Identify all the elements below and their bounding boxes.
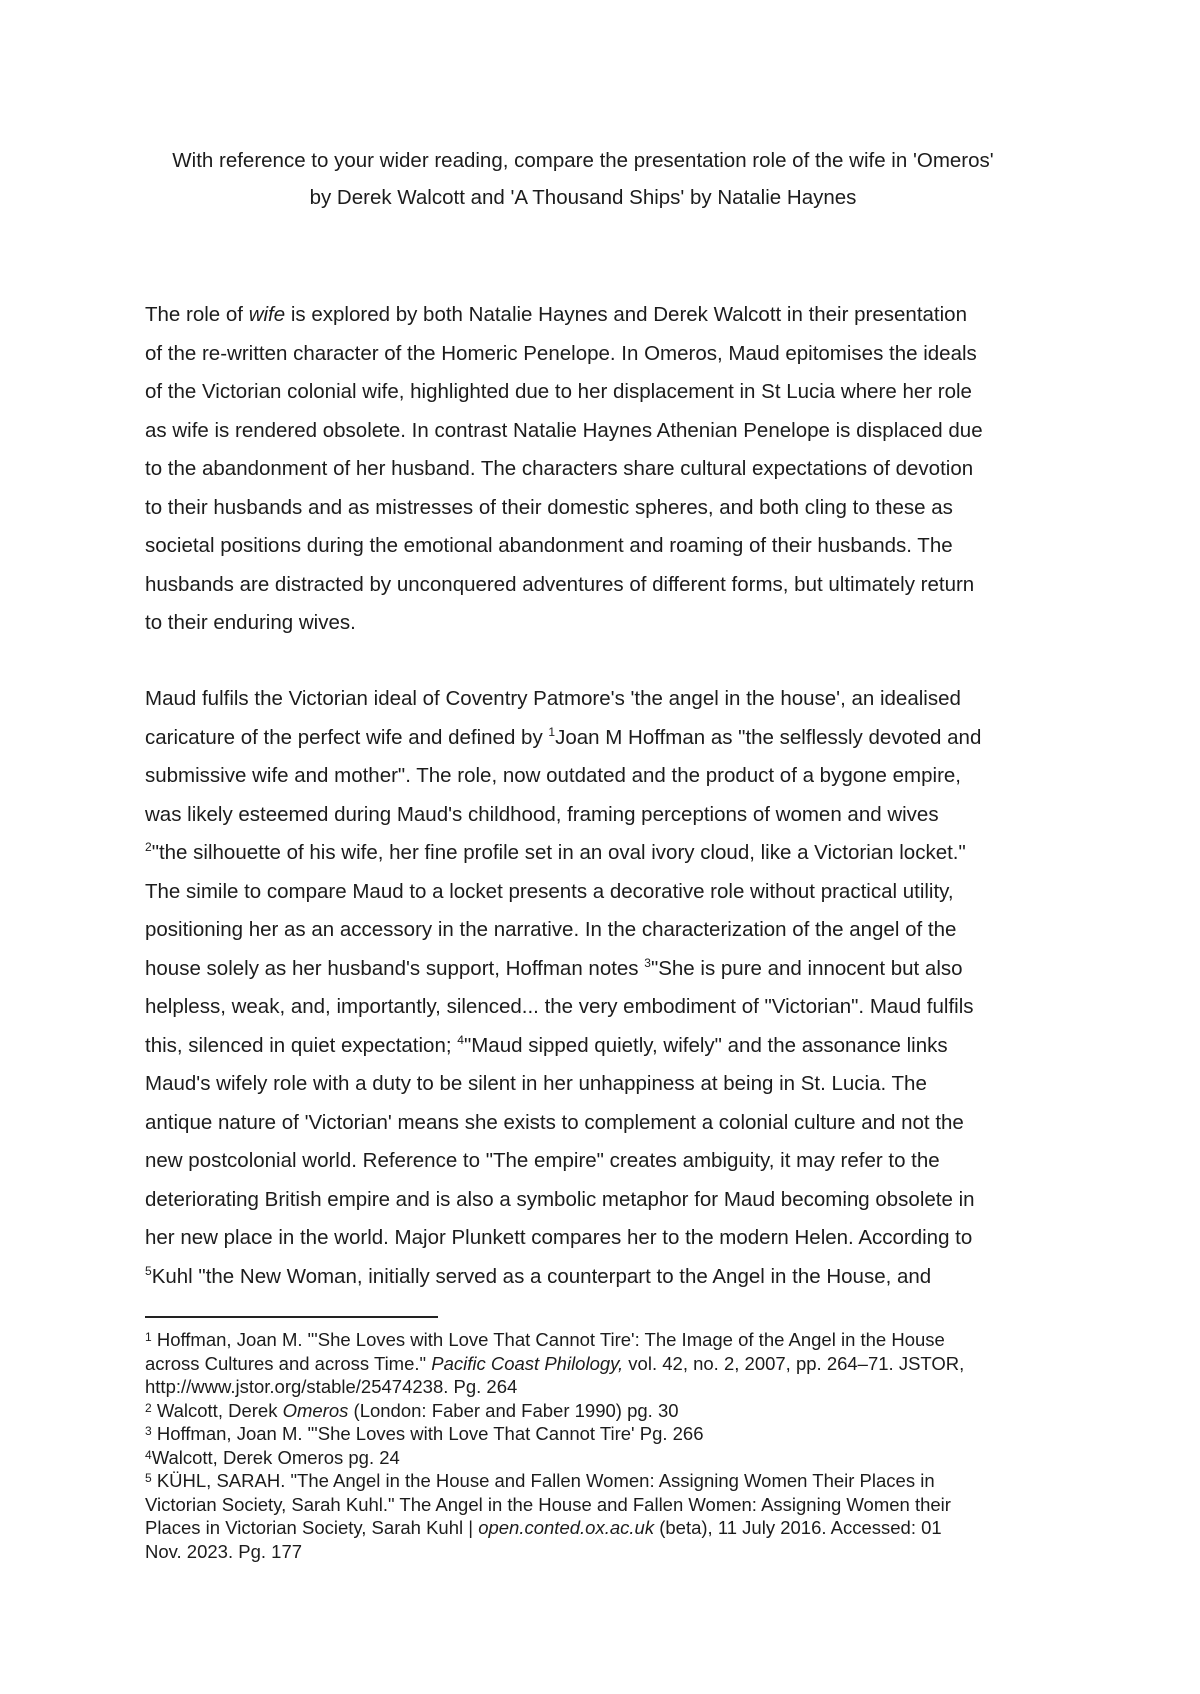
footnote-1-url: http://www.jstor.org/stable/25474238. Pg. 264 (145, 1376, 518, 1397)
paragraph-spacer (145, 643, 1075, 681)
essay-title (128, 142, 1038, 216)
footnote-number: 2 (145, 1400, 152, 1415)
text-line: was likely esteemed during Maud's childhood, framing perceptions of women and wives (145, 802, 939, 826)
text-line: submissive wife and mother". The role, now outdated and the product of a bygone empire, (145, 764, 961, 787)
text-line: The role of wife is explored by both Natalie Haynes and Derek Walcott in their presentation (145, 303, 967, 326)
footnote-separator (145, 1316, 438, 1318)
text-line: to the abandonment of her husband. The characters share cultural expectations of devotion (145, 457, 974, 480)
footnote-ref: 5 (145, 1263, 152, 1278)
text-line: $^2$"the silhouette of his wife, her fine profile set in an oval ivory cloud, like a Victorian locket." (145, 840, 966, 864)
footnote-ref: 2 (145, 840, 152, 854)
title-line: by Derek Walcott and 'A Thousand Ships' by Natalie Haynes (309, 186, 857, 209)
text-line: The simile to compare Maud to a locket presents a decorative role without practical utility, (145, 879, 954, 903)
text-line: house solely as her husband's support, Hoffman notes $^3$"She is pure and innocent but also (145, 955, 963, 980)
website-name: open.conted.ox.ac.uk (478, 1517, 655, 1538)
journal-title: Pacific Coast Philology, (431, 1352, 624, 1374)
footnote-5-cont: Places in Victorian Society, Sarah Kuhl | open.conted.ox.ac.uk (beta), 11 July 2016. Accessed: 01 (145, 1517, 942, 1538)
text-line: societal positions during the emotional abandonment and roaming of their husbands. The (145, 534, 953, 557)
footnote-3: $^3$ Hoffman, Joan M. "'She Loves with Love That Cannot Tire' Pg. 266 (145, 1423, 704, 1444)
text-line: Maud's wifely role with a duty to be silent in her unhappiness at being in St. Lucia. The (145, 1072, 927, 1095)
text-line: new postcolonial world. Reference to "The empire" creates ambiguity, it may refer to the (145, 1149, 940, 1172)
footnote-ref: 3 (644, 955, 651, 970)
text-line: positioning her as an accessory in the narrative. In the characterization of the angel of the (145, 918, 957, 941)
footnote-number: 4 (145, 1447, 152, 1462)
text-line: Maud fulfils the Victorian ideal of Coventry Patmore's 'the angel in the house', an idealised (145, 687, 961, 710)
book-title: Omeros (282, 1399, 349, 1421)
paragraph (145, 296, 1075, 643)
footnote-4: $^4$Walcott, Derek Omeros pg. 24 (145, 1446, 400, 1468)
footnote-number: 5 (145, 1471, 152, 1485)
emphasis: wife (248, 303, 286, 326)
footnote-1: $^1$ Hoffman, Joan M. "'She Loves with Love That Cannot Tire': The Image of the Angel in the House (145, 1329, 945, 1350)
footnotes (145, 1328, 1075, 1563)
footnote-5-cont: Victorian Society, Sarah Kuhl." The Angel in the House and Fallen Women: Assigning Women their (145, 1493, 951, 1515)
footnote-1-cont: across Cultures and across Time." Pacific Coast Philology, vol. 42, no. 2, 2007, pp. 264–71. JSTOR, (145, 1352, 965, 1374)
paragraph (145, 680, 1075, 1296)
footnote-5-cont: Nov. 2023. Pg. 177 (145, 1540, 303, 1562)
text-line: husbands are distracted by unconquered adventures of different forms, but ultimately return (145, 572, 975, 596)
essay-body (145, 296, 1075, 1296)
footnote-2: $^2$ Walcott, Derek Omeros (London: Faber and Faber 1990) pg. 30 (145, 1399, 679, 1421)
text-line: this, silenced in quiet expectation; $^4$"Maud sipped quietly, wifely" and the assonance links (145, 1032, 948, 1057)
text-line: $^5$Kuhl "the New Woman, initially served as a counterpart to the Angel in the House, and (145, 1263, 932, 1288)
text-line: of the Victorian colonial wife, highlighted due to her displacement in St Lucia where her role (145, 380, 972, 403)
text-line: deteriorating British empire and is also a symbolic metaphor for Maud becoming obsolete in (145, 1187, 975, 1211)
text-line: her new place in the world. Major Plunkett compares her to the modern Helen. According to (145, 1226, 973, 1249)
text-line: antique nature of 'Victorian' means she exists to complement a colonial culture and not the (145, 1110, 964, 1134)
text-line: caricature of the perfect wife and defined by $^1$Joan M Hoffman as "the selflessly devoted and (145, 724, 982, 749)
footnote-number: 3 (145, 1424, 152, 1438)
footnote-ref: 1 (548, 724, 556, 739)
text-line: as wife is rendered obsolete. In contrast Natalie Haynes Athenian Penelope is displaced due (145, 418, 983, 442)
footnote-ref: 4 (457, 1032, 464, 1047)
title-line: With reference to your wider reading, compare the presentation role of the wife in 'Omeros' (172, 149, 994, 172)
text-line: helpless, weak, and, importantly, silenced... the very embodiment of "Victorian". Maud fulfils (145, 995, 974, 1018)
text-line: of the re-written character of the Homeric Penelope. In Omeros, Maud epitomises the ideals (145, 341, 977, 365)
text-line: to their husbands and as mistresses of their domestic spheres, and both cling to these as (145, 495, 953, 519)
footnote-number: 1 (145, 1330, 152, 1344)
footnote-5: $^5$ KÜHL, SARAH. "The Angel in the House and Fallen Women: Assigning Women Their Places in (145, 1470, 935, 1491)
text-line: to their enduring wives. (145, 611, 356, 634)
